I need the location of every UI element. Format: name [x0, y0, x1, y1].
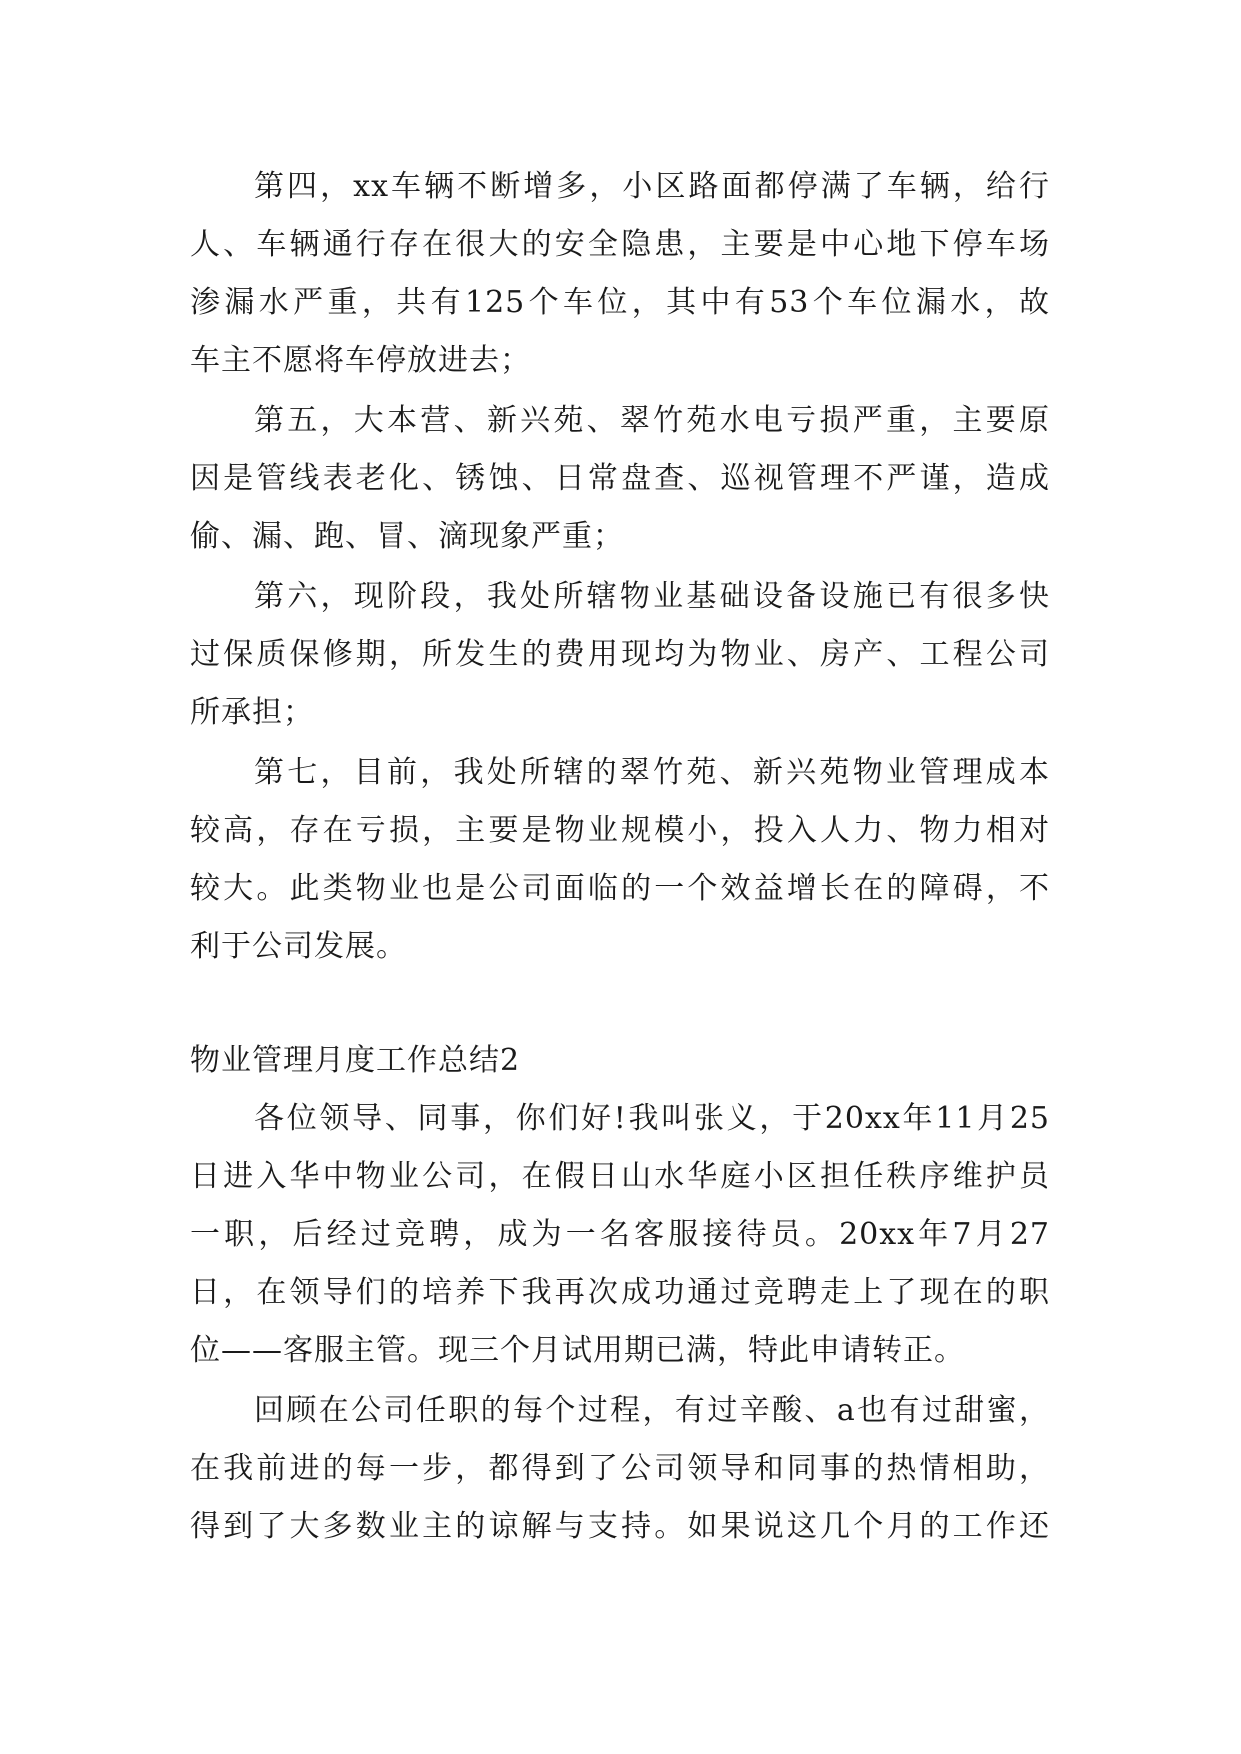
paragraph-line: 回顾在公司任职的每个过程，有过辛酸、a也有过甜蜜， — [254, 1393, 1050, 1428]
paragraph-line: 渗漏水严重，共有125个车位，其中有53个车位漏水，故 — [190, 285, 1050, 320]
paragraph-line: 日进入华中物业公司，在假日山水华庭小区担任秩序维护员 — [190, 1159, 1050, 1194]
paragraph-line: 所承担； — [190, 695, 314, 730]
paragraph-line: 偷、漏、跑、冒、滴现象严重； — [190, 519, 624, 554]
paragraph-line: 车主不愿将车停放进去； — [190, 343, 531, 378]
paragraph-line: 第七，目前，我处所辖的翠竹苑、新兴苑物业管理成本 — [254, 755, 1050, 790]
paragraph-line: 各位领导、同事，你们好!我叫张义，于20xx年11月25 — [254, 1101, 1050, 1136]
paragraph-line: 过保质保修期，所发生的费用现均为物业、房产、工程公司 — [190, 637, 1050, 672]
paragraph-line: 一职，后经过竞聘，成为一名客服接待员。20xx年7月27 — [190, 1217, 1050, 1252]
paragraph-line: 得到了大多数业主的谅解与支持。如果说这几个月的工作还 — [190, 1509, 1050, 1544]
paragraph-intro — [190, 1090, 1050, 1380]
paragraph-line: 较高，存在亏损，主要是物业规模小，投入人力、物力相对 — [190, 813, 1050, 848]
paragraph-seventh — [190, 744, 1050, 976]
paragraph-line: 第五，大本营、新兴苑、翠竹苑水电亏损严重，主要原 — [254, 403, 1050, 438]
paragraph-line: 人、车辆通行存在很大的安全隐患，主要是中心地下停车场 — [190, 227, 1050, 262]
paragraph-fourth — [190, 158, 1050, 390]
paragraph-fifth — [190, 392, 1050, 566]
paragraph-line: 因是管线表老化、锈蚀、日常盘查、巡视管理不严谨，造成 — [190, 461, 1050, 496]
paragraph-line: 位——客服主管。现三个月试用期已满，特此申请转正。 — [190, 1333, 965, 1368]
paragraph-line: 第四，xx车辆不断增多，小区路面都停满了车辆，给行 — [254, 169, 1050, 204]
paragraph-line: 日，在领导们的培养下我再次成功通过竞聘走上了现在的职 — [190, 1275, 1050, 1310]
paragraph-review — [190, 1382, 1050, 1556]
paragraph-line: 较大。此类物业也是公司面临的一个效益增长在的障碍，不 — [190, 871, 1050, 906]
paragraph-sixth — [190, 568, 1050, 742]
paragraph-line: 利于公司发展。 — [190, 929, 407, 964]
paragraph-line: 第六，现阶段，我处所辖物业基础设备设施已有很多快 — [254, 579, 1050, 614]
document-body — [190, 158, 1050, 1556]
section-title: 物业管理月度工作总结2 — [190, 1043, 521, 1078]
paragraph-line: 在我前进的每一步，都得到了公司领导和同事的热情相助， — [190, 1451, 1050, 1486]
